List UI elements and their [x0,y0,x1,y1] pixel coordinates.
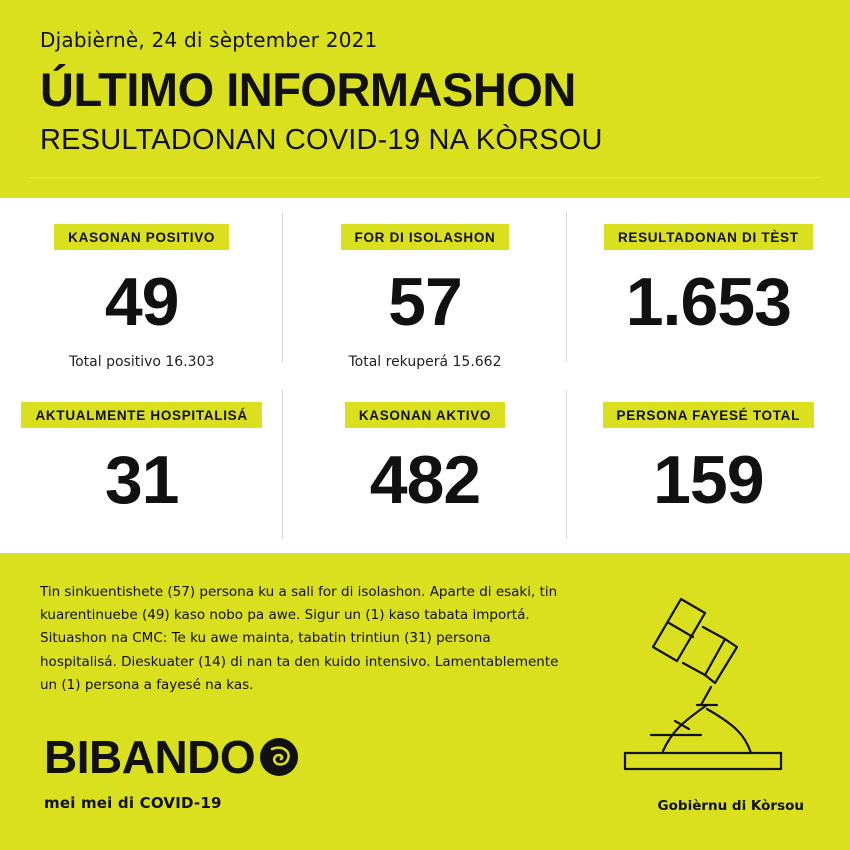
brand-lockup [44,731,300,812]
status-badge: KASONAN POSITIVO [54,224,229,250]
stat-subtext: Total rekuperá 15.662 [348,354,502,370]
poster-footer [0,553,850,850]
stat-card-total-deaths [567,376,850,554]
baby-logo-icon [258,736,300,778]
status-badge: RESULTADONAN DI TÈST [604,224,813,250]
stat-subtext: Total positivo 16.303 [68,354,215,370]
report-date: Djabièrnè, 24 di sèptember 2021 [40,28,378,52]
stat-card-positive-cases [0,198,283,376]
status-badge: PERSONA FAYESÉ TOTAL [603,402,815,428]
stat-value: 49 [104,264,179,340]
page-title: ÚLTIMO INFORMASHON [40,63,576,116]
brand-name: BIBANDO [44,731,256,783]
summary-paragraph: Tin sinkuentishete (57) persona ku a sali for di isolashon. Aparte di esaki, tin kuarentinuebe (49) kaso nobo pa awe. Sigur un (1) kaso tabata importá. Situashon na CMC: Te ku awe mainta, tabatin trintiun (31) persona hospitalisá. Dieskuater (14) di nan ta den kuido intensivo. Lamentablemente un (1) persona a fayesé na kas. [40,584,559,693]
stat-card-hospitalized [0,376,283,554]
microscope-icon [585,583,795,788]
status-badge: AKTUALMENTE HOSPITALISÁ [21,402,261,428]
page-subtitle: RESULTADONAN COVID-19 NA KÒRSOU [40,123,603,156]
stat-value: 31 [104,441,179,518]
stat-card-test-results [567,198,850,376]
statistics-grid [0,198,850,553]
stat-card-active-cases [283,376,566,554]
status-badge: KASONAN AKTIVO [345,402,505,428]
stat-value: 159 [653,441,764,518]
poster-header [0,0,850,198]
brand-name-row [44,731,300,783]
grid-row-divider [30,177,820,178]
brand-tagline: mei mei di COVID-19 [44,794,222,812]
government-label: Gobièrnu di Kòrsou [657,798,804,814]
stat-value: 1.653 [625,264,791,340]
stat-value: 57 [388,264,462,340]
stat-card-out-of-isolation [283,198,566,376]
stat-value: 482 [369,441,481,518]
status-badge: FOR DI ISOLASHON [341,224,510,250]
